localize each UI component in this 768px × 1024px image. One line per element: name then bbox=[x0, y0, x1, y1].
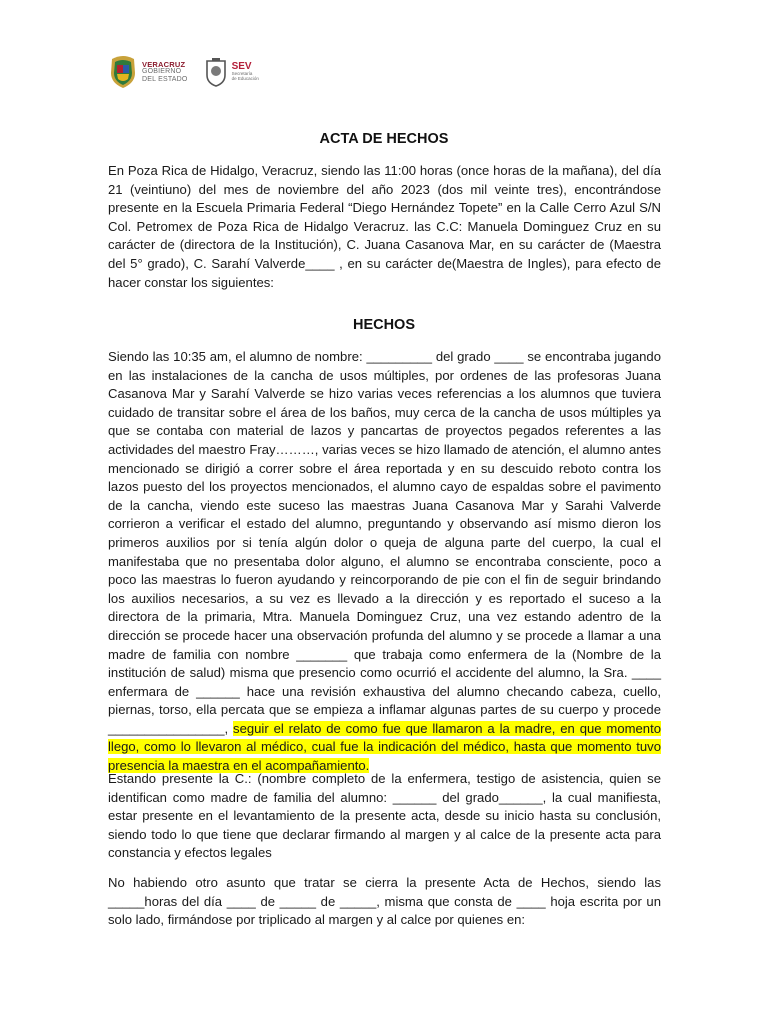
veracruz-logo-text bbox=[142, 61, 188, 84]
witness-paragraph: Estando presente la C.: (nombre completo de la enfermera, testigo de asistencia, quien se identifican como madre de familia del alumno: ______ del grado______, la cual manifiesta, estar presente en el levantamiento de la presente acta, desde su inicio hasta su conclusión, siendo todo lo que tiene que declarar firmando al margen y al calce de la presente acta para constancia y efectos legales bbox=[108, 771, 661, 861]
highlighted-note: seguir el relato de como fue que llamaron a la madre, en que momento llego, como lo llevaron al médico, cual fue la indicación del médico, hasta que momento tuvo presencia la maestra en el acompañamiento. bbox=[108, 720, 661, 774]
document-title: ACTA DE HECHOS bbox=[319, 131, 449, 147]
sev-logo-text bbox=[232, 63, 259, 81]
header-logos bbox=[108, 54, 259, 90]
veracruz-line3: DEL ESTADO bbox=[142, 75, 188, 83]
veracruz-logo bbox=[108, 55, 188, 89]
section-title-hechos: HECHOS bbox=[352, 317, 416, 333]
closing-paragraph: No habiendo otro asunto que tratar se cierra la presente Acta de Hechos, siendo las _____horas del día ____ de _____ de _____, misma que consta de ____ hoja escrita por un solo lado, firmándose por triplicado al margen y al calce por quienes en: bbox=[108, 875, 661, 928]
veracruz-shield-icon bbox=[108, 55, 138, 89]
intro-paragraph: En Poza Rica de Hidalgo, Veracruz, siendo las 11:00 horas (once horas de la mañana), del día 21 (veintiuno) del mes de noviembre del año 2023 (dos mil veinte tres), encontrándose presente en la Escuela Primaria Federal “Diego Hernández Topete” en la Calle Cerro Azul S/N Col. Petromex de Poza Rica de Hidalgo Veracruz. las C.C: Manuela Dominguez Cruz en su carácter de (directora de la Institución), C. Juana Casanova Mar, en su carácter de (Maestra del 5° grado), C. Sarahí Valverde____ , en su carácter de(Maestra de Ingles), para efecto de hacer constar los siguientes: bbox=[108, 163, 661, 290]
veracruz-line2: GOBIERNO bbox=[142, 68, 182, 76]
sev-line3: de Educación bbox=[231, 76, 259, 81]
sev-line1: SEV bbox=[231, 61, 252, 72]
hechos-paragraph bbox=[108, 348, 661, 776]
sev-line2: Secretaría bbox=[231, 71, 253, 76]
hechos-text: Siendo las 10:35 am, el alumno de nombre: _________ del grado ____ se encontraba jugando en las instalaciones de la cancha de usos múltiples, por ordenes de las profesoras Juana Casanova Mar y Sarahí Valverde se hizo varias veces referencias a los alumnos que tuviera cuidado de transitar sobre el área de los baños, muy cerca de la cancha de usos múltiples ya que se contaba con material de lazos y pancartas de proyectos pegados referentes a las actividades del maestro Fray………, varias veces se hizo llamado de atención, el alumno antes mencionado se dirigió a correr sobre el área reportada y en su descuido reboto contra los lazos puesto del los proyectos mencionados, el alumno cayo de espaldas sobre el pavimento de la cancha, viendo este suceso las maestras Juana Casanova Mar y Sarahi Valverde corrieron a verificar el estado del alumno, preguntando y observando así mismo dieron los primeros auxilios por si tenía algún dolor o queja de alguna parte del cuerpo, la cual el manifestaba que no presentaba dolor alguno, el alumno se encontraba consciente, poco a poco las maestras lo fueron ayudando y reincorporando de pie con el fin de seguir brindando los auxilios necesarios, a su vez es llevado a la dirección y es reportado el suceso a la directora de la primaria, Mtra. Manuela Dominguez Cruz, una vez estando adentro de la dirección se procede hacer una observación profunda del alumno y se procede a llamar a una madre de familia con nombre _______ que trabaja como enfermera de la (Nombre de la institución de salud) misma que presencio como ocurrió el accidente del alumno, la Sra. ____ enfermara de ______ hace una revisión exhaustiva del alumno checando cabeza, cuello, piernas, torso, ella percata que se empieza a inflamar algunas partes de su cuerpo y procede ________________, bbox=[108, 349, 661, 736]
sev-emblem-icon bbox=[204, 57, 228, 87]
sev-logo bbox=[204, 57, 259, 87]
veracruz-line1: VERACRUZ bbox=[142, 59, 186, 69]
